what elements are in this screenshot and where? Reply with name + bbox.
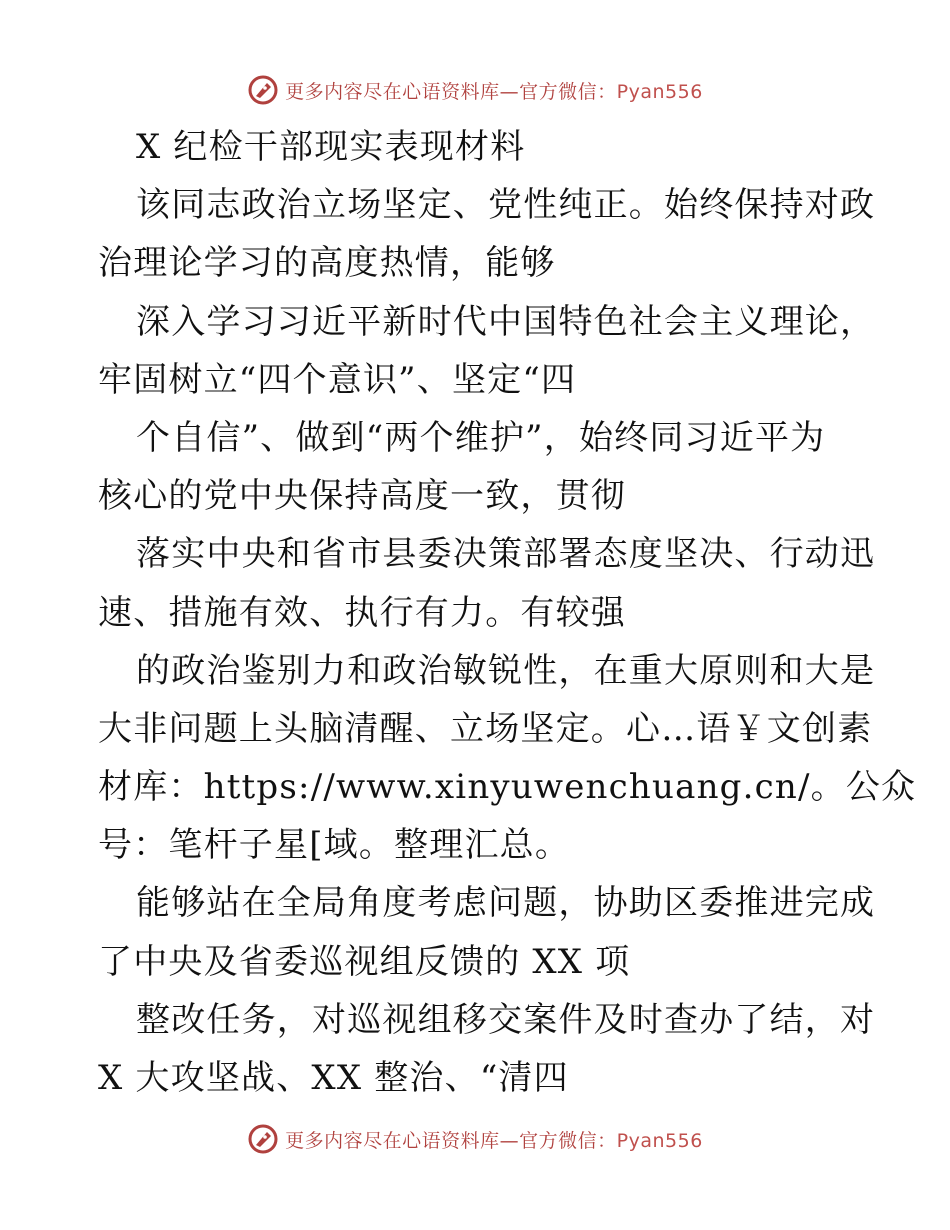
watermark-prefix: 更多内容尽在心语资料库—官方微信： xyxy=(285,80,617,103)
header-watermark-banner xyxy=(0,72,950,108)
wechat-handle: Pyan556 xyxy=(616,1129,703,1152)
paragraph-line: 该同志政治立场坚定、党性纯正。始终保持对政 xyxy=(136,185,876,226)
paragraph-line: 深入学习习近平新时代中国特色社会主义理论， xyxy=(136,301,876,342)
paragraph-line: 大非问题上头脑清醒、立场坚定。心…语￥文创素 xyxy=(98,708,873,749)
paragraph-line: 整改任务，对巡视组移交案件及时查办了结，对 xyxy=(136,999,876,1040)
paragraph-line: 速、措施有效、执行有力。有较强 xyxy=(98,592,626,633)
paragraph-line: 了中央及省委巡视组反馈的 XX 项 xyxy=(98,941,631,982)
paragraph-line: 个自信”、做到“两个维护”，始终同习近平为 xyxy=(136,417,826,458)
paragraph-line: 牢固树立“四个意识”、坚定“四 xyxy=(98,359,577,400)
paragraph-line: 号：笔杆子星[域。整理汇总。 xyxy=(98,825,571,866)
paragraph-line: X 大攻坚战、XX 整治、“清四 xyxy=(98,1058,569,1098)
pen-nib-logo-icon xyxy=(247,1123,279,1155)
watermark-text xyxy=(285,77,703,104)
document-body xyxy=(98,118,917,1107)
watermark-prefix: 更多内容尽在心语资料库—官方微信： xyxy=(285,1129,617,1152)
wechat-handle: Pyan556 xyxy=(616,80,703,103)
pen-nib-logo-icon xyxy=(247,74,279,106)
paragraph-line: 能够站在全局角度考虑问题，协助区委推进完成 xyxy=(136,883,876,924)
paragraph-line: 落实中央和省市县委决策部署态度坚决、行动迅 xyxy=(136,534,876,575)
document-title: X 纪检干部现实表现材料 xyxy=(136,127,526,167)
paragraph-line: 材库：https://www.xinyuwenchuang.cn/。公众 xyxy=(98,767,917,808)
watermark-text xyxy=(285,1126,703,1153)
footer-watermark-banner xyxy=(0,1121,950,1157)
paragraph-line: 的政治鉴别力和政治敏锐性，在重大原则和大是 xyxy=(136,650,876,691)
paragraph-line: 治理论学习的高度热情，能够 xyxy=(98,243,556,284)
paragraph-line: 核心的党中央保持高度一致，贯彻 xyxy=(98,476,626,517)
